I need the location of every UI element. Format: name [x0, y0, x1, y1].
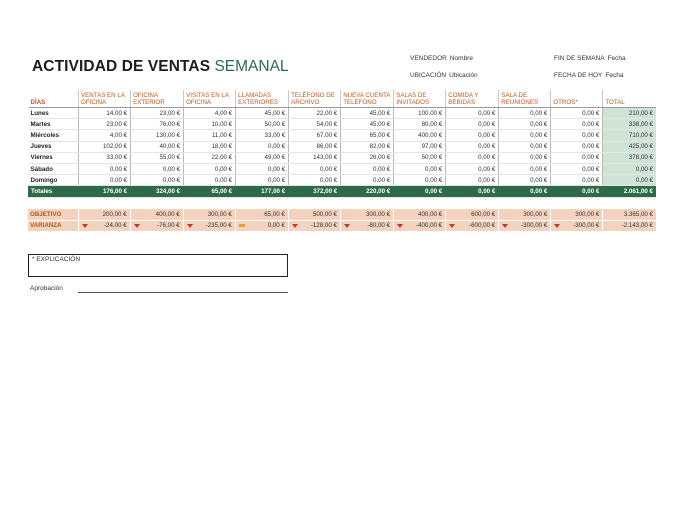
- value-cell[interactable]: 80,00 €: [394, 119, 446, 130]
- value-cell[interactable]: 82,00 €: [341, 141, 394, 152]
- day-label: Lunes: [29, 108, 79, 119]
- table-row: [29, 119, 657, 130]
- value-cell[interactable]: 0,00 €: [499, 130, 551, 141]
- table-row: [29, 163, 657, 174]
- value-cell[interactable]: 0,00 €: [499, 108, 551, 119]
- variance-value: -24,00 €: [103, 222, 127, 230]
- goal-cell[interactable]: 300,00 €: [183, 209, 235, 220]
- row-total-cell: 425,00 €: [603, 141, 656, 152]
- value-cell[interactable]: 0,00 €: [446, 163, 499, 174]
- variance-cell: [551, 220, 603, 232]
- table-row: [29, 108, 657, 119]
- down-triangle-icon: [397, 224, 403, 228]
- table-row: [29, 152, 657, 163]
- variance-value: -76,00 €: [157, 222, 180, 230]
- value-cell[interactable]: 0,00 €: [289, 163, 341, 174]
- today-date-label: FECHA DE HOY: [554, 72, 603, 79]
- header-office-visits: VISITAS EN LA OFICINA: [184, 90, 236, 108]
- value-cell[interactable]: 0,00 €: [131, 163, 184, 174]
- value-cell[interactable]: 0,00 €: [499, 141, 551, 152]
- totals-cell: 0,00 €: [394, 186, 446, 198]
- row-total-cell: 0,00 €: [603, 163, 656, 174]
- variance-cell: [499, 220, 551, 232]
- down-triangle-icon: [187, 224, 193, 228]
- value-cell[interactable]: 97,00 €: [394, 141, 446, 152]
- goal-cell[interactable]: 200,00 €: [78, 209, 130, 220]
- header-office-sales: VENTAS EN LA OFICINA: [79, 90, 131, 108]
- value-cell[interactable]: 0,00 €: [446, 108, 499, 119]
- variance-cell: [446, 220, 499, 232]
- variance-value: -128,00 €: [310, 222, 337, 230]
- day-label: Viernes: [29, 152, 79, 163]
- value-cell[interactable]: 102,00 €: [79, 141, 131, 152]
- value-cell[interactable]: 400,00 €: [394, 130, 446, 141]
- value-cell[interactable]: 0,00 €: [236, 175, 289, 186]
- explanation-box[interactable]: [28, 254, 288, 277]
- variance-value: 0,00 €: [267, 222, 285, 230]
- day-label: Sábado: [29, 163, 79, 174]
- header-food-drink: COMIDA Y BEBIDAS: [446, 90, 499, 108]
- down-triangle-icon: [82, 224, 88, 228]
- explanation-label: * EXPLICACIÓN: [32, 256, 81, 263]
- variance-cell: [130, 220, 183, 232]
- value-cell[interactable]: 0,00 €: [341, 175, 394, 186]
- value-cell[interactable]: 0,00 €: [446, 152, 499, 163]
- variance-cell: [183, 220, 235, 232]
- week-end-label: FIN DE SEMANA: [554, 55, 605, 62]
- value-cell[interactable]: 45,00 €: [341, 108, 394, 119]
- value-cell[interactable]: 0,00 €: [184, 175, 236, 186]
- variance-cell: [394, 220, 446, 232]
- totals-cell: 324,00 €: [131, 186, 184, 198]
- header-other: OTROS*: [551, 90, 603, 108]
- value-cell[interactable]: 50,00 €: [236, 119, 289, 130]
- goal-cell[interactable]: 300,00 €: [499, 209, 551, 220]
- variance-value: -300,00 €: [573, 222, 600, 230]
- row-total-cell: 0,00 €: [603, 175, 656, 186]
- totals-cell: 65,00 €: [184, 186, 236, 198]
- totals-cell: 0,00 €: [499, 186, 551, 198]
- value-cell[interactable]: 10,00 €: [184, 119, 236, 130]
- variance-value: -300,00 €: [521, 222, 548, 230]
- today-date-field: [554, 72, 623, 79]
- value-cell[interactable]: 0,00 €: [551, 130, 603, 141]
- value-cell[interactable]: 130,00 €: [131, 130, 184, 141]
- value-cell[interactable]: 33,00 €: [79, 152, 131, 163]
- location-label: UBICACIÓN: [410, 72, 447, 79]
- variance-value: -400,00 €: [415, 222, 443, 230]
- value-cell[interactable]: 54,00 €: [289, 119, 341, 130]
- value-cell[interactable]: 4,00 €: [184, 108, 236, 119]
- down-triangle-icon: [344, 224, 350, 228]
- header-outside-office: OFICINA EXTERIOR: [131, 90, 184, 108]
- value-cell[interactable]: 0,00 €: [446, 175, 499, 186]
- value-cell[interactable]: 26,00 €: [341, 152, 394, 163]
- row-total-cell: 338,00 €: [603, 119, 656, 130]
- header-phone-file: TELÉFONO DE ARCHIVO: [289, 90, 341, 108]
- salesperson-label: VENDEDOR: [410, 55, 447, 62]
- goal-total-cell: 3.365,00 €: [603, 209, 656, 220]
- variance-label: VARIANZA: [28, 220, 78, 232]
- value-cell[interactable]: 0,00 €: [341, 163, 394, 174]
- weekly-sales-table: [28, 90, 656, 198]
- table-row: [29, 130, 657, 141]
- day-label: Jueves: [29, 141, 79, 152]
- down-triangle-icon: [449, 224, 455, 228]
- value-cell[interactable]: 0,00 €: [446, 130, 499, 141]
- down-triangle-icon: [134, 224, 140, 228]
- location-field: [410, 72, 478, 79]
- value-cell[interactable]: 0,00 €: [394, 163, 446, 174]
- goal-label: OBJETIVO: [28, 209, 78, 220]
- value-cell[interactable]: 0,00 €: [499, 152, 551, 163]
- value-cell[interactable]: 0,00 €: [499, 119, 551, 130]
- value-cell[interactable]: 0,00 €: [551, 108, 603, 119]
- variance-cell: [78, 220, 130, 232]
- value-cell[interactable]: 0,00 €: [551, 119, 603, 130]
- goal-cell[interactable]: 300,00 €: [551, 209, 603, 220]
- totals-cell: 220,00 €: [341, 186, 394, 198]
- variance-value: -80,00 €: [367, 222, 391, 230]
- value-cell[interactable]: 0,00 €: [289, 175, 341, 186]
- value-cell[interactable]: 0,00 €: [236, 163, 289, 174]
- totals-cell: 0,00 €: [551, 186, 603, 198]
- header-outside-calls: LLAMADAS EXTERIORES: [236, 90, 289, 108]
- value-cell[interactable]: 33,00 €: [236, 130, 289, 141]
- goal-cell[interactable]: 400,00 €: [130, 209, 183, 220]
- day-label: Miércoles: [29, 130, 79, 141]
- value-cell[interactable]: 0,00 €: [551, 175, 603, 186]
- title-main: ACTIVIDAD DE VENTAS: [32, 58, 211, 75]
- header-days: DÍAS: [29, 90, 79, 108]
- variance-value: -600,00 €: [469, 222, 496, 230]
- value-cell[interactable]: 14,00 €: [79, 108, 131, 119]
- header-guest-rooms: SALAS DE INVITADOS: [394, 90, 446, 108]
- value-cell[interactable]: 0,00 €: [551, 141, 603, 152]
- goal-row: [28, 209, 656, 220]
- approval-label: Aprobación: [30, 285, 63, 292]
- value-cell[interactable]: 50,00 €: [394, 152, 446, 163]
- value-cell[interactable]: 67,00 €: [289, 130, 341, 141]
- approval-signature-line[interactable]: [78, 292, 288, 293]
- value-cell[interactable]: 0,00 €: [79, 163, 131, 174]
- value-cell[interactable]: 0,00 €: [499, 175, 551, 186]
- goal-cell[interactable]: 500,00 €: [288, 209, 340, 220]
- value-cell[interactable]: 49,00 €: [236, 152, 289, 163]
- value-cell[interactable]: 65,00 €: [341, 130, 394, 141]
- table-row: [29, 175, 657, 186]
- location-value[interactable]: Ubicación: [449, 72, 478, 79]
- totals-cell: 372,00 €: [289, 186, 341, 198]
- totals-cell: 176,00 €: [79, 186, 131, 198]
- value-cell[interactable]: 86,00 €: [289, 141, 341, 152]
- value-cell[interactable]: 0,00 €: [184, 163, 236, 174]
- row-total-cell: 210,00 €: [603, 108, 656, 119]
- value-cell[interactable]: 0,00 €: [551, 163, 603, 174]
- variance-value: -235,00 €: [205, 222, 232, 230]
- table-row: [29, 141, 657, 152]
- totals-cell: 177,00 €: [236, 186, 289, 198]
- header-row: [29, 90, 657, 108]
- down-triangle-icon: [502, 224, 508, 228]
- value-cell[interactable]: 4,00 €: [79, 130, 131, 141]
- value-cell[interactable]: 0,00 €: [499, 163, 551, 174]
- value-cell[interactable]: 45,00 €: [236, 108, 289, 119]
- totals-label: Totales: [29, 186, 79, 198]
- value-cell[interactable]: 76,00 €: [131, 119, 184, 130]
- salesperson-value[interactable]: Nombre: [449, 55, 473, 62]
- goal-cell[interactable]: 400,00 €: [394, 209, 446, 220]
- value-cell[interactable]: 22,00 €: [184, 152, 236, 163]
- variance-total-cell: -2.143,00 €: [603, 220, 656, 232]
- salesperson-field: [410, 55, 473, 62]
- sheet-title: [32, 58, 289, 76]
- header-meeting-room: SALA DE REUNIONES: [499, 90, 551, 108]
- variance-cell: [340, 220, 393, 232]
- value-cell[interactable]: 143,00 €: [289, 152, 341, 163]
- down-triangle-icon: [554, 224, 560, 228]
- value-cell[interactable]: 100,00 €: [394, 108, 446, 119]
- week-end-value[interactable]: Fecha: [607, 55, 626, 62]
- value-cell[interactable]: 22,00 €: [289, 108, 341, 119]
- day-label: Domingo: [29, 175, 79, 186]
- grand-total-cell: 2.061,00 €: [603, 186, 656, 198]
- value-cell[interactable]: 0,00 €: [551, 152, 603, 163]
- variance-cell: [235, 220, 288, 232]
- header-new-account-phone: NUEVA CUENTA TELÉFONO: [341, 90, 394, 108]
- value-cell[interactable]: 23,00 €: [79, 119, 131, 130]
- goal-variance-table: [28, 209, 656, 232]
- value-cell[interactable]: 23,00 €: [131, 108, 184, 119]
- value-cell[interactable]: 11,00 €: [184, 130, 236, 141]
- variance-cell: [288, 220, 340, 232]
- header-total: TOTAL: [603, 90, 656, 108]
- goal-cell[interactable]: 600,00 €: [446, 209, 499, 220]
- down-triangle-icon: [292, 224, 298, 228]
- goal-cell[interactable]: 65,00 €: [235, 209, 288, 220]
- totals-row: [29, 186, 657, 198]
- title-sub: SEMANAL: [214, 58, 289, 75]
- value-cell[interactable]: 0,00 €: [446, 141, 499, 152]
- value-cell[interactable]: 18,00 €: [184, 141, 236, 152]
- value-cell[interactable]: 40,00 €: [131, 141, 184, 152]
- goal-cell[interactable]: 300,00 €: [340, 209, 393, 220]
- row-total-cell: 710,00 €: [603, 130, 656, 141]
- flat-dash-icon: [239, 224, 245, 227]
- value-cell[interactable]: 0,00 €: [131, 175, 184, 186]
- totals-cell: 0,00 €: [446, 186, 499, 198]
- value-cell[interactable]: 0,00 €: [446, 119, 499, 130]
- value-cell[interactable]: 0,00 €: [394, 175, 446, 186]
- value-cell[interactable]: 0,00 €: [79, 175, 131, 186]
- week-end-field: [554, 55, 626, 62]
- variance-row: [28, 220, 656, 232]
- value-cell[interactable]: 55,00 €: [131, 152, 184, 163]
- row-total-cell: 378,00 €: [603, 152, 656, 163]
- value-cell[interactable]: 0,00 €: [236, 141, 289, 152]
- day-label: Martes: [29, 119, 79, 130]
- today-date-value[interactable]: Fecha: [605, 72, 624, 79]
- value-cell[interactable]: 45,00 €: [341, 119, 394, 130]
